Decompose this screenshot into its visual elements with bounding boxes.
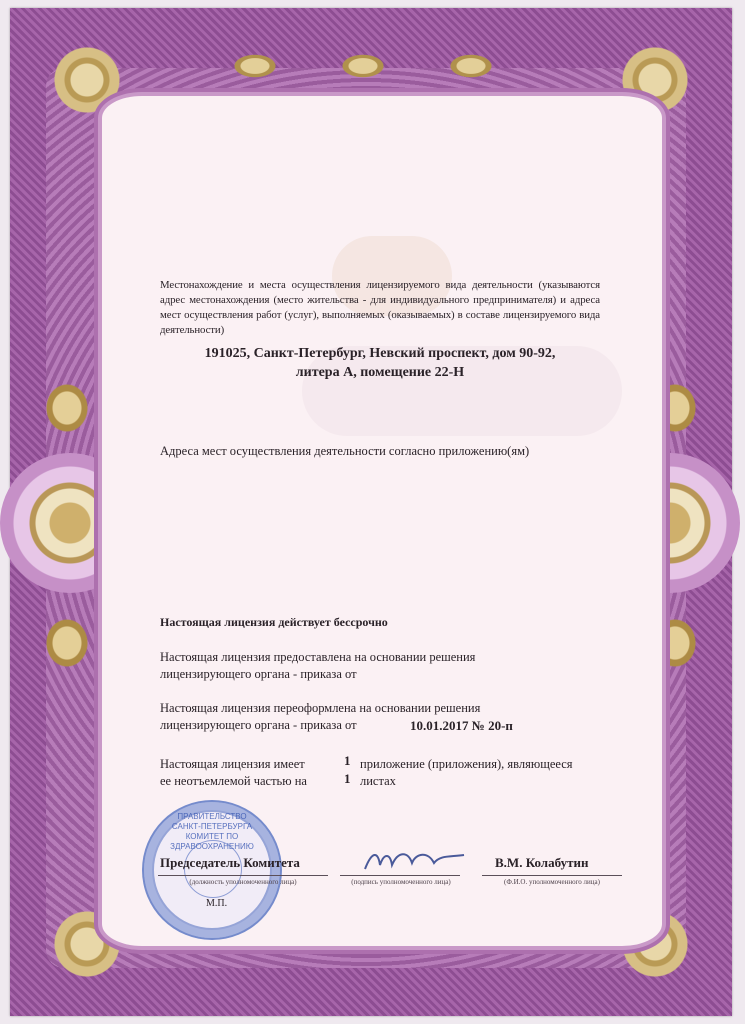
signature-caption: (подпись уполномоченного лица) — [351, 878, 451, 886]
annex-line-2-prefix: ее неотъемлемой частью на — [160, 774, 307, 788]
signature-handwritten — [360, 845, 470, 875]
top-ornament — [416, 36, 526, 96]
seal-mark: М.П. — [206, 898, 228, 909]
name-caption: (Ф.И.О. уполномоченного лица) — [504, 878, 600, 886]
annex-line-1-suffix: приложение (приложения), являющееся — [360, 757, 573, 771]
signatory-name: В.М. Колабутин — [495, 855, 589, 870]
chairman-label: Председатель Комитета — [160, 855, 300, 870]
annex-sheets: 1 — [344, 771, 351, 786]
side-ornament — [32, 368, 102, 448]
location-intro: Местонахождение и места осуществления лицензируемого вида деятельности (указываются адрес местонахождения (место жительства - для индивидуального предпринимателя) и адреса мест осуществления работ (услуг), выполняемых (оказываемых) в составе лицензируемого вида деятельности) — [160, 279, 600, 336]
annex-line-2-suffix: листах — [360, 774, 396, 788]
basis-text-2: Настоящая лицензия переоформлена на основании решения лицензирующего органа - приказа от — [160, 701, 481, 732]
signature-line — [340, 875, 460, 876]
addresses-note: Адреса мест осуществления деятельности согласно приложению(ям) — [160, 444, 530, 458]
stamp-text: ПРАВИТЕЛЬСТВО САНКТ-ПЕТЕРБУРГА КОМИТЕТ ПО ЗДРАВООХРАНЕНИЮ — [170, 812, 254, 851]
annex-line-1-prefix: Настоящая лицензия имеет — [160, 757, 305, 771]
signature-line — [158, 875, 328, 876]
top-ornament — [308, 36, 418, 96]
top-ornament — [200, 36, 310, 96]
reissue-order-value: 10.01.2017 № 20-п — [410, 718, 513, 733]
signature-line — [482, 875, 622, 876]
validity-text: Настоящая лицензия действует бессрочно — [160, 615, 388, 629]
side-ornament — [32, 603, 102, 683]
basis-text-1: Настоящая лицензия предоставлена на основании решения лицензирующего органа - приказа от — [160, 650, 476, 681]
address-line-2: литера А, помещение 22-Н — [295, 365, 465, 380]
official-stamp — [142, 800, 282, 940]
address-line-1: 191025, Санкт-Петербург, Невский проспект, дом 90-92, — [204, 346, 556, 361]
annex-count: 1 — [344, 753, 351, 768]
position-caption: (должность уполномоченного лица) — [189, 878, 297, 886]
